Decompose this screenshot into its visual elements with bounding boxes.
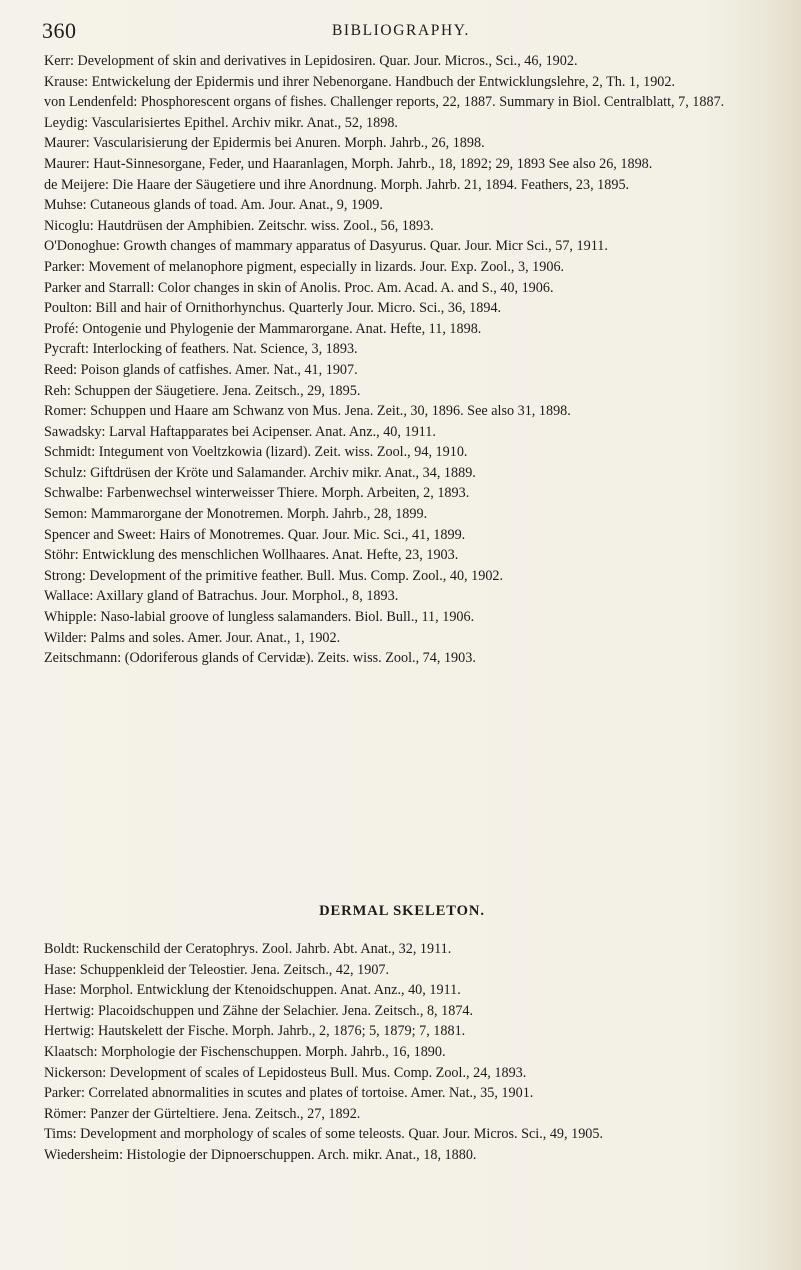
bibliography-entry: Parker and Starrall: Color changes in skin of Anolis. Proc. Am. Acad. A. and S., 40, 1906.: [44, 279, 554, 296]
bibliography-entry: Maurer: Haut-Sinnesorgane, Feder, und Haaranlagen, Morph. Jahrb., 18, 1892; 29, 1893 See also 26, 1898.: [44, 155, 653, 172]
bibliography-entry: Parker: Correlated abnormalities in scutes and plates of tortoise. Amer. Nat., 35, 1901.: [44, 1085, 534, 1102]
bibliography-entry: Wilder: Palms and soles. Amer. Jour. Anat., 1, 1902.: [44, 629, 341, 646]
bibliography-entry: Spencer and Sweet: Hairs of Monotremes. Quar. Jour. Mic. Sci., 41, 1899.: [44, 526, 466, 543]
bibliography-list: [44, 52, 760, 670]
bibliography-entry: Kerr: Development of skin and derivatives in Lepidosiren. Quar. Jour. Micros., Sci., 46, 1902.: [44, 53, 578, 69]
bibliography-entry: Klaatsch: Morphologie der Fischenschuppen. Morph. Jahrb., 16, 1890.: [44, 1043, 446, 1060]
bibliography-entry: O'Donoghue: Growth changes of mammary apparatus of Dasyurus. Quar. Jour. Micr Sci., 57, 1911.: [44, 238, 608, 255]
bibliography-entry: de Meijere: Die Haare der Säugetiere und ihre Anordnung. Morph. Jahrb. 21, 1894. Feathers, 23, 1895.: [44, 176, 630, 193]
bibliography-entry: Römer: Panzer der Gürteltiere. Jena. Zeitsch., 27, 1892.: [44, 1105, 361, 1122]
bibliography-entry: Wallace: Axillary gland of Batrachus. Jour. Morphol., 8, 1893.: [44, 588, 399, 605]
bibliography-entry: Whipple: Naso-labial groove of lungless salamanders. Biol. Bull., 11, 1906.: [44, 609, 475, 626]
bibliography-entry: Hertwig: Hautskelett der Fische. Morph. Jahrb., 2, 1876; 5, 1879; 7, 1881.: [44, 1023, 466, 1040]
bibliography-entry: Hase: Schuppenkleid der Teleostier. Jena. Zeitsch., 42, 1907.: [44, 961, 390, 978]
bibliography-entry: Pycraft: Interlocking of feathers. Nat. Science, 3, 1893.: [44, 341, 358, 358]
bibliography-entry: Nickerson: Development of scales of Lepidosteus Bull. Mus. Comp. Zool., 24, 1893.: [44, 1064, 527, 1081]
bibliography-entry: Tims: Development and morphology of scales of some teleosts. Quar. Jour. Micros. Sci., 49, 1905.: [44, 1126, 604, 1143]
bibliography-entry: Parker: Movement of melanophore pigment, especially in lizards. Jour. Exp. Zool., 3, 1906.: [44, 258, 565, 275]
page-number: 360: [42, 18, 77, 43]
bibliography-entry: Nicoglu: Hautdrüsen der Amphibien. Zeitschr. wiss. Zool., 56, 1893.: [44, 217, 434, 234]
bibliography-entry: Hase: Morphol. Entwicklung der Ktenoidschuppen. Anat. Anz., 40, 1911.: [44, 982, 461, 999]
bibliography-entry: Semon: Mammarorgane der Monotremen. Morph. Jahrb., 28, 1899.: [44, 506, 428, 523]
bibliography-entry: Romer: Schuppen und Haare am Schwanz von Mus. Jena. Zeit., 30, 1896. See also 31, 1898.: [44, 403, 571, 420]
bibliography-entry: Strong: Development of the primitive feather. Bull. Mus. Comp. Zool., 40, 1902.: [44, 567, 504, 584]
bibliography-entry: Krause: Entwickelung der Epidermis und ihrer Nebenorgane. Handbuch der Entwicklungslehre, 2, Th. 1, 1902.: [44, 73, 676, 90]
dermal-skeleton-bibliography-list: [44, 940, 760, 1167]
bibliography-entry: Profé: Ontogenie und Phylogenie der Mammarorgane. Anat. Hefte, 11, 1898.: [44, 320, 482, 337]
bibliography-entry: Muhse: Cutaneous glands of toad. Am. Jour. Anat., 9, 1909.: [44, 197, 383, 214]
bibliography-entry: Schulz: Giftdrüsen der Kröte und Salamander. Archiv mikr. Anat., 34, 1889.: [44, 464, 476, 481]
bibliography-entry: Boldt: Ruckenschild der Ceratophrys. Zool. Jahrb. Abt. Anat., 32, 1911.: [44, 941, 452, 957]
bibliography-entry: Schwalbe: Farbenwechsel winterweisser Thiere. Morph. Arbeiten, 2, 1893.: [44, 485, 470, 502]
bibliography-entry: Schmidt: Integument von Voeltzkowia (lizard). Zeit. wiss. Zool., 94, 1910.: [44, 444, 468, 461]
section-heading: DERMAL SKELETON.: [319, 903, 485, 919]
bibliography-entry: Reh: Schuppen der Säugetiere. Jena. Zeitsch., 29, 1895.: [44, 382, 361, 399]
bibliography-entry: Stöhr: Entwicklung des menschlichen Wollhaares. Anat. Hefte, 23, 1903.: [44, 547, 459, 564]
bibliography-entry: Zeitschmann: (Odoriferous glands of Cervidæ). Zeits. wiss. Zool., 74, 1903.: [44, 650, 476, 667]
page-header: [42, 16, 760, 46]
bibliography-entry: Reed: Poison glands of catfishes. Amer. Nat., 41, 1907.: [44, 361, 358, 378]
bibliography-entry: von Lendenfeld: Phosphorescent organs of fishes. Challenger reports, 22, 1887. Summary in Biol. Centralblatt, 7, 1887.: [44, 94, 725, 111]
bibliography-entry: Wiedersheim: Histologie der Dipnoerschuppen. Arch. mikr. Anat., 18, 1880.: [44, 1146, 477, 1163]
bibliography-entry: Leydig: Vascularisiertes Epithel. Archiv mikr. Anat., 52, 1898.: [44, 114, 398, 131]
bibliography-entry: Hertwig: Placoidschuppen und Zähne der Selachier. Jena. Zeitsch., 8, 1874.: [44, 1002, 474, 1019]
bibliography-entry: Poulton: Bill and hair of Ornithorhynchus. Quarterly Jour. Micro. Sci., 36, 1894.: [44, 300, 502, 317]
running-head: BIBLIOGRAPHY.: [331, 22, 471, 39]
bibliography-entry: Sawadsky: Larval Haftapparates bei Acipenser. Anat. Anz., 40, 1911.: [44, 423, 436, 440]
bibliography-entry: Maurer: Vascularisierung der Epidermis bei Anuren. Morph. Jahrb., 26, 1898.: [44, 135, 485, 152]
